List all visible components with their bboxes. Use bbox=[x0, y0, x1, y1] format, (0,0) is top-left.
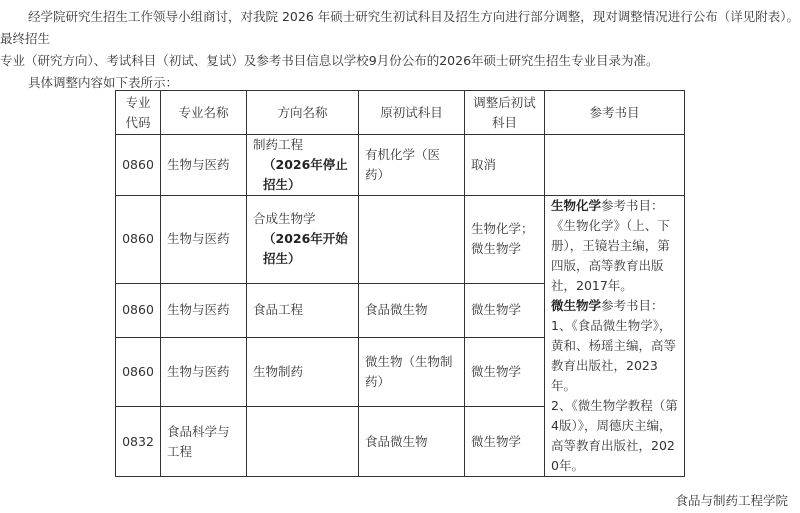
table-row bbox=[116, 135, 685, 196]
cell-direction: 生物制药 bbox=[247, 337, 359, 407]
cell-code: 0860 bbox=[116, 337, 161, 407]
direction-name: 合成生物学 bbox=[253, 211, 316, 227]
cell-major: 生物与医药 bbox=[161, 135, 247, 196]
adjustment-table bbox=[115, 90, 685, 477]
header-major-code: 专业代码 bbox=[116, 91, 161, 135]
header-original-subject: 原初试科目 bbox=[359, 91, 465, 135]
table-header-row bbox=[116, 91, 685, 135]
cell-books-empty bbox=[545, 135, 685, 196]
cell-major: 生物与医药 bbox=[161, 196, 247, 284]
cell-major: 生物与医药 bbox=[161, 283, 247, 337]
direction-note: （2026年开始招生） bbox=[263, 231, 348, 267]
header-adjusted-subject: 调整后初试科目 bbox=[465, 91, 545, 135]
cell-direction bbox=[247, 135, 359, 196]
biochem-title: 生物化学 bbox=[551, 198, 602, 213]
cell-adjusted-subject: 微生物学 bbox=[465, 337, 545, 407]
intro-paragraph-3: 具体调整内容如下表所示： bbox=[28, 75, 179, 90]
biochem-suffix: 参考书目： bbox=[601, 198, 664, 213]
table-row bbox=[116, 196, 685, 284]
direction-name: 制药工程 bbox=[253, 137, 304, 152]
cell-original-subject: 微生物（生物制药） bbox=[359, 337, 465, 407]
cell-adjusted-subject: 生物化学；微生物学 bbox=[465, 196, 545, 284]
header-direction: 方向名称 bbox=[247, 91, 359, 135]
cell-direction bbox=[247, 196, 359, 284]
micro-suffix: 参考书目： bbox=[601, 298, 664, 313]
direction-note: （2026年停止招生） bbox=[263, 157, 348, 192]
cell-original-subject bbox=[359, 196, 465, 284]
cell-original-subject: 食品微生物 bbox=[359, 407, 465, 477]
cell-adjusted-subject: 微生物学 bbox=[465, 283, 545, 337]
micro-reference-2: 2、《微生物学教程（第4版）》，周德庆主编，高等教育出版社，2020年。 bbox=[551, 398, 678, 473]
intro-paragraph-2: 专业（研究方向）、考试科目（初试、复试）及参考书目信息以学校9月份公布的2026年硕士研究生招生专业目录为准。 bbox=[0, 53, 659, 68]
cell-code: 0860 bbox=[116, 135, 161, 196]
cell-reference-books bbox=[545, 196, 685, 477]
micro-title: 微生物学 bbox=[551, 298, 602, 313]
cell-direction: 食品工程 bbox=[247, 283, 359, 337]
header-reference-books: 参考书目 bbox=[545, 91, 685, 135]
cell-major: 食品科学与工程 bbox=[161, 407, 247, 477]
cell-code: 0860 bbox=[116, 283, 161, 337]
footer-signature: 食品与制药工程学院 bbox=[675, 493, 788, 508]
cell-code: 0860 bbox=[116, 196, 161, 284]
cell-adjusted-subject: 取消 bbox=[465, 135, 545, 196]
header-major-name: 专业名称 bbox=[161, 91, 247, 135]
cell-original-subject: 有机化学（医药） bbox=[359, 135, 465, 196]
intro-paragraph-1: 经学院研究生招生工作领导小组商讨，对我院 2026 年硕士研究生初试科目及招生方向进行部分调整，现对调整情况进行公布（详见附表）。最终招生 bbox=[0, 9, 800, 46]
cell-original-subject: 食品微生物 bbox=[359, 283, 465, 337]
biochem-reference: 《生物化学》（上、下册），王镜岩主编，第四版，高等教育出版社，2017年。 bbox=[551, 218, 670, 293]
cell-code: 0832 bbox=[116, 407, 161, 477]
cell-adjusted-subject: 微生物学 bbox=[465, 407, 545, 477]
micro-reference-1: 1、《食品微生物学》，黄和、杨瑶主编，高等教育出版社，2023年。 bbox=[551, 318, 677, 393]
cell-major: 生物与医药 bbox=[161, 337, 247, 407]
intro-text bbox=[0, 6, 800, 94]
cell-direction bbox=[247, 407, 359, 477]
